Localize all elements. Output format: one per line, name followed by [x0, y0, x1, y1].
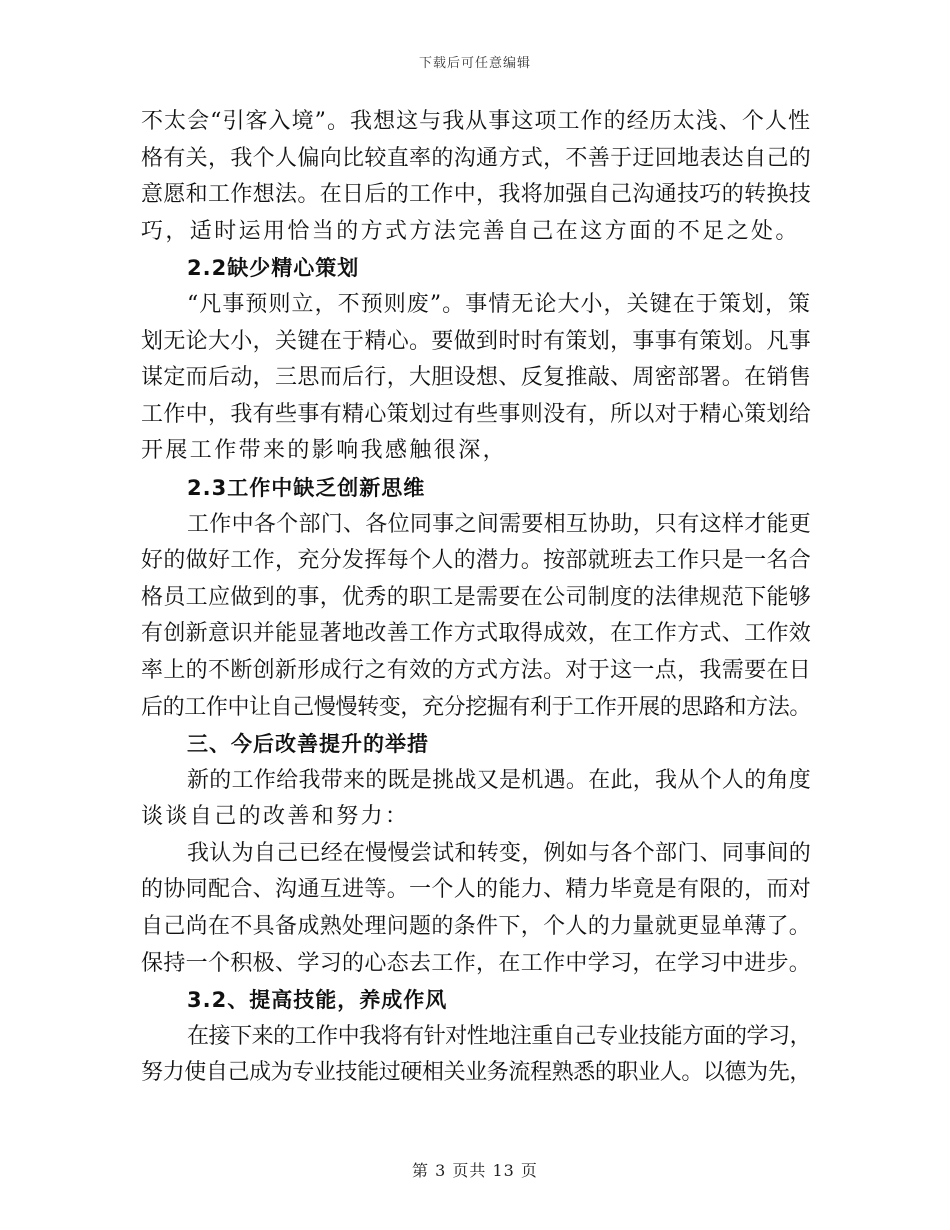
document-body	[141, 104, 811, 1092]
paragraph-line: 率上的不断创新形成行之有效的方式方法。对于这一点，我需要在日	[141, 657, 811, 683]
section-heading: 3.2、提高技能，养成作风	[187, 988, 448, 1013]
paragraph-line: 后的工作中让自己慢慢转变，充分挖掘有利于工作开展的思路和方法。	[141, 694, 811, 720]
paragraph-line: 谋定而后动，三思而后行，大胆设想、反复推敲、周密部署。在销售	[141, 365, 811, 391]
paragraph-line: 格有关，我个人偏向比较直率的沟通方式，不善于迂回地表达自己的	[141, 145, 811, 171]
paragraph-line: 不太会“引客入境”。我想这与我从事这项工作的经历太浅、个人性	[141, 109, 811, 134]
paragraph-line: 划无论大小，关键在于精心。要做到时时有策划，事事有策划。凡事	[141, 328, 811, 354]
paragraph-line: 新的工作给我带来的既是挑战又是机遇。在此，我从个人的角度	[187, 767, 811, 793]
paragraph-line: 巧，适时运用恰当的方式方法完善自己在这方面的不足之处。	[141, 218, 800, 244]
paragraph-line: 努力使自己成为专业技能过硬相关业务流程熟悉的职业人。以德为先，	[141, 1060, 811, 1086]
paragraph-line: 有创新意识并能显著地改善工作方式取得成效，在工作方式、工作效	[141, 621, 811, 647]
section-heading: 2.3工作中缺乏创新思维	[187, 475, 426, 500]
paragraph-line: “凡事预则立，不预则废”。事情无论大小，关键在于策划，策	[187, 291, 811, 317]
paragraph-line: 在接下来的工作中我将有针对性地注重自己专业技能方面的学习，	[187, 1023, 811, 1049]
section-heading: 三、今后改善提升的举措	[187, 732, 429, 757]
paragraph-line: 工作中，我有些事有精心策划过有些事则没有，所以对于精心策划给	[141, 401, 811, 427]
paragraph-line: 的协同配合、沟通互进等。一个人的能力、精力毕竟是有限的，而对	[141, 877, 811, 903]
page-header: 下载后可任意编辑	[418, 56, 531, 71]
paragraph-line: 开展工作带来的影响我感触很深，	[141, 438, 508, 464]
paragraph-line: 格员工应做到的事，优秀的职工是需要在公司制度的法律规范下能够	[141, 584, 811, 610]
paragraph-line: 意愿和工作想法。在日后的工作中，我将加强自己沟通技巧的转换技	[141, 182, 811, 208]
paragraph-line: 谈谈自己的改善和努力：	[141, 804, 410, 830]
paragraph-line: 我认为自己已经在慢慢尝试和转变，例如与各个部门、同事间的	[187, 840, 811, 866]
paragraph-line: 好的做好工作，充分发挥每个人的潜力。按部就班去工作只是一名合	[141, 548, 811, 574]
page-number-footer: 第 3 页共 13 页	[412, 1161, 538, 1180]
paragraph-line: 自己尚在不具备成熟处理问题的条件下，个人的力量就更显单薄了。	[141, 914, 811, 940]
section-heading: 2.2缺少精心策划	[187, 256, 360, 281]
paragraph-line: 工作中各个部门、各位同事之间需要相互协助，只有这样才能更	[187, 511, 811, 537]
paragraph-line: 保持一个积极、学习的心态去工作，在工作中学习，在学习中进步。	[141, 950, 811, 976]
